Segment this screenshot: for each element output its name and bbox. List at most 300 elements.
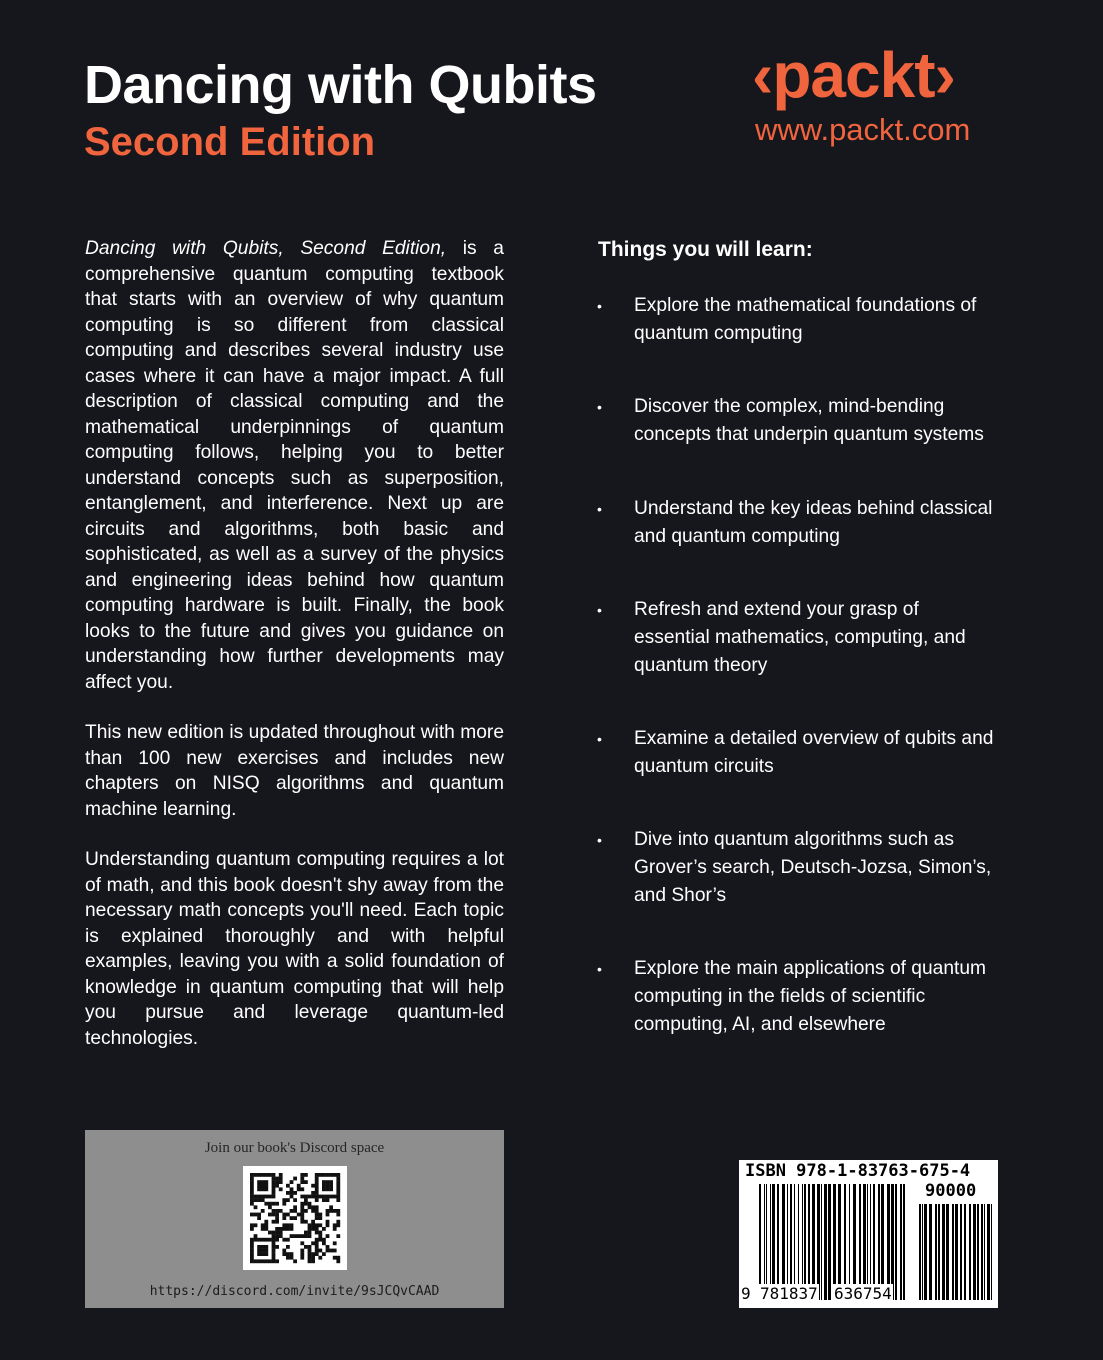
qr-module bbox=[286, 1238, 290, 1242]
barcode-bar bbox=[935, 1204, 937, 1300]
qr-module bbox=[279, 1227, 283, 1231]
qr-module bbox=[300, 1187, 304, 1191]
qr-module bbox=[272, 1173, 276, 1177]
barcode-bar bbox=[887, 1184, 890, 1300]
qr-module bbox=[322, 1238, 326, 1242]
qr-module bbox=[293, 1205, 297, 1209]
qr-module bbox=[286, 1184, 290, 1188]
qr-module bbox=[300, 1252, 304, 1256]
qr-module bbox=[329, 1173, 333, 1177]
qr-module bbox=[290, 1209, 294, 1213]
qr-module bbox=[315, 1223, 319, 1227]
bullet-icon: • bbox=[597, 298, 602, 314]
qr-module bbox=[336, 1198, 340, 1202]
barcode-bar bbox=[812, 1184, 815, 1300]
qr-module bbox=[290, 1216, 294, 1220]
qr-module bbox=[315, 1252, 319, 1256]
qr-module bbox=[264, 1187, 268, 1191]
qr-module bbox=[297, 1187, 301, 1191]
qr-module bbox=[272, 1256, 276, 1260]
qr-module bbox=[311, 1223, 315, 1227]
qr-module bbox=[329, 1187, 333, 1191]
qr-module bbox=[336, 1180, 340, 1184]
qr-module bbox=[261, 1180, 265, 1184]
qr-module bbox=[322, 1241, 326, 1245]
qr-module bbox=[326, 1198, 330, 1202]
qr-module bbox=[336, 1195, 340, 1199]
qr-module bbox=[315, 1249, 319, 1253]
barcode-bar bbox=[808, 1184, 810, 1300]
qr-module bbox=[290, 1187, 294, 1191]
qr-module bbox=[315, 1205, 319, 1209]
qr-module bbox=[286, 1223, 290, 1227]
qr-module bbox=[315, 1195, 319, 1199]
qr-module bbox=[318, 1238, 322, 1242]
qr-module bbox=[279, 1177, 283, 1181]
barcode-bar bbox=[929, 1204, 932, 1300]
qr-module bbox=[261, 1227, 265, 1231]
qr-module bbox=[286, 1198, 290, 1202]
qr-module bbox=[286, 1213, 290, 1217]
qr-module bbox=[257, 1238, 261, 1242]
qr-module bbox=[304, 1220, 308, 1224]
barcode-bar bbox=[942, 1204, 945, 1300]
bullet-icon: • bbox=[597, 961, 602, 977]
qr-module bbox=[311, 1241, 315, 1245]
barcode-bar bbox=[828, 1184, 831, 1300]
qr-module bbox=[333, 1249, 337, 1253]
qr-module bbox=[336, 1259, 340, 1263]
qr-module bbox=[293, 1259, 297, 1263]
qr-module bbox=[261, 1252, 265, 1256]
qr-module bbox=[336, 1213, 340, 1217]
qr-module bbox=[322, 1227, 326, 1231]
qr-module bbox=[254, 1238, 258, 1242]
qr-module bbox=[261, 1187, 265, 1191]
qr-module bbox=[275, 1220, 279, 1224]
qr-module bbox=[282, 1252, 286, 1256]
qr-module bbox=[311, 1209, 315, 1213]
learn-item-text: Examine a detailed overview of qubits and quantum circuits bbox=[634, 728, 994, 777]
qr-module bbox=[326, 1180, 330, 1184]
barcode-bar bbox=[960, 1204, 962, 1300]
qr-module bbox=[257, 1259, 261, 1263]
qr-module bbox=[272, 1231, 276, 1235]
qr-module bbox=[308, 1205, 312, 1209]
qr-module bbox=[318, 1195, 322, 1199]
qr-module bbox=[279, 1234, 283, 1238]
qr-module bbox=[326, 1195, 330, 1199]
qr-module bbox=[315, 1209, 319, 1213]
qr-module bbox=[264, 1227, 268, 1231]
isbn-addon-code: 90000 bbox=[925, 1181, 977, 1201]
qr-module bbox=[268, 1238, 272, 1242]
qr-module bbox=[333, 1209, 337, 1213]
learn-item-text: Refresh and extend your grasp of essential mathematics, computing, and quantum theory bbox=[634, 599, 966, 676]
learn-item-text: Dive into quantum algorithms such as Grover’s search, Deutsch-Jozsa, Simon’s, and Shor’s bbox=[634, 829, 992, 906]
qr-module bbox=[268, 1195, 272, 1199]
qr-code-graphic bbox=[243, 1166, 347, 1270]
qr-module bbox=[308, 1223, 312, 1227]
qr-module bbox=[304, 1245, 308, 1249]
qr-module bbox=[318, 1213, 322, 1217]
barcode-bar bbox=[969, 1204, 971, 1300]
qr-module bbox=[336, 1256, 340, 1260]
qr-module bbox=[300, 1241, 304, 1245]
edition-subtitle: Second Edition bbox=[84, 120, 376, 164]
barcode-bar bbox=[900, 1184, 902, 1300]
qr-module bbox=[300, 1256, 304, 1260]
qr-module bbox=[311, 1256, 315, 1260]
barcode-bar bbox=[973, 1204, 976, 1300]
qr-module bbox=[326, 1245, 330, 1249]
qr-module bbox=[304, 1231, 308, 1235]
barcode-bar bbox=[922, 1204, 923, 1300]
qr-module bbox=[257, 1180, 261, 1184]
qr-module bbox=[304, 1234, 308, 1238]
qr-module bbox=[318, 1216, 322, 1220]
qr-module bbox=[293, 1234, 297, 1238]
barcode-bar bbox=[770, 1184, 771, 1300]
qr-module bbox=[333, 1227, 337, 1231]
publisher-url: www.packt.com bbox=[755, 112, 971, 147]
qr-module bbox=[279, 1180, 283, 1184]
qr-module bbox=[286, 1245, 290, 1249]
barcode-bar bbox=[798, 1184, 799, 1300]
qr-module bbox=[315, 1227, 319, 1231]
qr-module bbox=[275, 1259, 279, 1263]
qr-module bbox=[290, 1180, 294, 1184]
qr-module bbox=[329, 1205, 333, 1209]
qr-module bbox=[268, 1259, 272, 1263]
qr-module bbox=[268, 1205, 272, 1209]
qr-module bbox=[254, 1205, 258, 1209]
barcode-bar bbox=[955, 1204, 958, 1300]
qr-module bbox=[254, 1234, 258, 1238]
learn-item bbox=[597, 955, 997, 1039]
qr-module bbox=[315, 1198, 319, 1202]
qr-module bbox=[308, 1259, 312, 1263]
barcode-bar bbox=[870, 1184, 871, 1300]
qr-module bbox=[311, 1205, 315, 1209]
qr-module bbox=[264, 1195, 268, 1199]
qr-module bbox=[250, 1177, 254, 1181]
qr-module bbox=[264, 1180, 268, 1184]
qr-module bbox=[336, 1173, 340, 1177]
packt-logo: ‹packt› bbox=[752, 39, 955, 111]
qr-module bbox=[336, 1187, 340, 1191]
qr-module bbox=[300, 1202, 304, 1206]
qr-module bbox=[318, 1173, 322, 1177]
qr-module bbox=[272, 1245, 276, 1249]
qr-module bbox=[308, 1202, 312, 1206]
qr-module bbox=[279, 1173, 283, 1177]
qr-module bbox=[264, 1249, 268, 1253]
qr-module bbox=[304, 1180, 308, 1184]
qr-module bbox=[286, 1191, 290, 1195]
barcode-bar bbox=[919, 1204, 921, 1300]
qr-module bbox=[275, 1234, 279, 1238]
barcode-bar bbox=[946, 1204, 949, 1300]
qr-module bbox=[275, 1216, 279, 1220]
qr-module bbox=[250, 1213, 254, 1217]
qr-module bbox=[282, 1249, 286, 1253]
qr-module bbox=[275, 1177, 279, 1181]
qr-module bbox=[322, 1252, 326, 1256]
qr-module bbox=[311, 1220, 315, 1224]
bullet-icon: • bbox=[597, 399, 602, 415]
qr-module bbox=[286, 1252, 290, 1256]
qr-module bbox=[322, 1173, 326, 1177]
qr-module bbox=[250, 1195, 254, 1199]
qr-module bbox=[275, 1231, 279, 1235]
qr-module bbox=[272, 1202, 276, 1206]
qr-module bbox=[300, 1234, 304, 1238]
qr-module bbox=[257, 1187, 261, 1191]
qr-module bbox=[272, 1241, 276, 1245]
book-title: Dancing with Qubits bbox=[84, 55, 597, 115]
qr-module bbox=[297, 1213, 301, 1217]
qr-module bbox=[250, 1180, 254, 1184]
barcode-bar bbox=[895, 1184, 897, 1300]
qr-module bbox=[250, 1259, 254, 1263]
learn-item bbox=[597, 596, 997, 680]
barcode-bar bbox=[824, 1184, 827, 1300]
qr-module bbox=[329, 1249, 333, 1253]
qr-module bbox=[268, 1231, 272, 1235]
qr-module bbox=[250, 1227, 254, 1231]
barcode-bar bbox=[859, 1184, 861, 1300]
qr-module bbox=[322, 1184, 326, 1188]
qr-module bbox=[250, 1245, 254, 1249]
qr-module bbox=[272, 1191, 276, 1195]
learn-item-text: Explore the mathematical foundations of quantum computing bbox=[634, 295, 977, 344]
qr-module bbox=[329, 1180, 333, 1184]
qr-module bbox=[261, 1184, 265, 1188]
qr-module bbox=[333, 1223, 337, 1227]
description-paragraph-1 bbox=[85, 236, 504, 695]
qr-code-icon[interactable] bbox=[243, 1166, 347, 1270]
qr-module bbox=[268, 1202, 272, 1206]
barcode-bar bbox=[873, 1184, 875, 1300]
qr-module bbox=[304, 1173, 308, 1177]
qr-module bbox=[311, 1184, 315, 1188]
qr-module bbox=[261, 1245, 265, 1249]
qr-module bbox=[250, 1187, 254, 1191]
qr-module bbox=[268, 1173, 272, 1177]
qr-module bbox=[261, 1249, 265, 1253]
qr-module bbox=[293, 1216, 297, 1220]
qr-module bbox=[272, 1259, 276, 1263]
bullet-icon: • bbox=[597, 602, 602, 618]
qr-module bbox=[282, 1202, 286, 1206]
barcode-bar bbox=[759, 1184, 761, 1300]
discord-url[interactable]: https://discord.com/invite/9sJCQvCAAD bbox=[149, 1284, 440, 1299]
qr-module bbox=[300, 1220, 304, 1224]
qr-module bbox=[290, 1191, 294, 1195]
qr-module bbox=[318, 1249, 322, 1253]
qr-module bbox=[257, 1216, 261, 1220]
qr-module bbox=[250, 1191, 254, 1195]
qr-module bbox=[318, 1234, 322, 1238]
barcode-bar bbox=[881, 1184, 884, 1300]
barcode-bar bbox=[790, 1184, 792, 1300]
description-paragraph-3: Understanding quantum computing requires a lot of math, and this book doesn't shy away from the necessary math concepts you'll need. Each topic is explained thoroughly and with helpful examples, leaving you with a solid foundation of knowledge in quantum computing that will help you pursue and leverage quantum-led technologies. bbox=[85, 849, 504, 1049]
qr-module bbox=[257, 1249, 261, 1253]
isbn-barcode-box bbox=[739, 1160, 998, 1308]
barcode-bar bbox=[782, 1184, 785, 1300]
barcode-bar bbox=[891, 1184, 894, 1300]
learn-item-text: Discover the complex, mind-bending concepts that underpin quantum systems bbox=[634, 396, 984, 445]
qr-module bbox=[264, 1238, 268, 1242]
learn-heading: Things you will learn: bbox=[598, 238, 813, 261]
barcode-bar bbox=[984, 1204, 985, 1300]
isbn-digit-first: 9 bbox=[741, 1284, 751, 1303]
bullet-icon: • bbox=[597, 501, 602, 517]
qr-module bbox=[261, 1209, 265, 1213]
barcode-bar bbox=[804, 1184, 806, 1300]
qr-module bbox=[268, 1213, 272, 1217]
discord-label: Join our book's Discord space bbox=[204, 1140, 385, 1156]
qr-module bbox=[300, 1173, 304, 1177]
qr-module bbox=[261, 1259, 265, 1263]
qr-module bbox=[326, 1187, 330, 1191]
qr-module bbox=[293, 1177, 297, 1181]
learn-list bbox=[597, 292, 997, 1039]
qr-module bbox=[308, 1231, 312, 1235]
qr-module bbox=[250, 1241, 254, 1245]
barcode-bar bbox=[787, 1184, 788, 1300]
qr-module bbox=[264, 1223, 268, 1227]
barcode-bar bbox=[772, 1184, 775, 1300]
qr-module bbox=[286, 1256, 290, 1260]
qr-module bbox=[290, 1252, 294, 1256]
qr-module bbox=[326, 1249, 330, 1253]
book-description bbox=[85, 236, 504, 1076]
qr-module bbox=[300, 1249, 304, 1253]
qr-module bbox=[275, 1238, 279, 1242]
qr-module bbox=[279, 1209, 283, 1213]
learn-item bbox=[597, 826, 997, 910]
qr-module bbox=[282, 1198, 286, 1202]
qr-module bbox=[290, 1195, 294, 1199]
barcode-bar bbox=[863, 1184, 866, 1300]
qr-module bbox=[300, 1205, 304, 1209]
qr-module bbox=[315, 1177, 319, 1181]
qr-module bbox=[336, 1220, 340, 1224]
qr-module bbox=[264, 1220, 268, 1224]
qr-module bbox=[308, 1245, 312, 1249]
qr-module bbox=[254, 1259, 258, 1263]
barcode-bar bbox=[867, 1184, 868, 1300]
learn-item-text: Explore the main applications of quantum computing in the fields of scientific computing, AI, and elsewhere bbox=[634, 958, 986, 1035]
qr-module bbox=[275, 1184, 279, 1188]
qr-module bbox=[315, 1213, 319, 1217]
qr-module bbox=[336, 1191, 340, 1195]
qr-module bbox=[275, 1245, 279, 1249]
qr-module bbox=[297, 1184, 301, 1188]
isbn-digits-left: 781837 bbox=[760, 1284, 818, 1303]
qr-module bbox=[282, 1223, 286, 1227]
qr-module bbox=[304, 1209, 308, 1213]
qr-module bbox=[261, 1198, 265, 1202]
barcode-bar bbox=[977, 1204, 979, 1300]
qr-module bbox=[261, 1238, 265, 1242]
qr-module bbox=[315, 1241, 319, 1245]
learn-item bbox=[597, 725, 997, 781]
qr-module bbox=[315, 1173, 319, 1177]
qr-module bbox=[293, 1191, 297, 1195]
qr-module bbox=[329, 1184, 333, 1188]
qr-module bbox=[250, 1238, 254, 1242]
qr-module bbox=[282, 1216, 286, 1220]
qr-module bbox=[257, 1245, 261, 1249]
qr-module bbox=[326, 1209, 330, 1213]
qr-module bbox=[315, 1184, 319, 1188]
qr-module bbox=[315, 1231, 319, 1235]
qr-module bbox=[272, 1238, 276, 1242]
qr-module bbox=[304, 1195, 308, 1199]
qr-module bbox=[254, 1223, 258, 1227]
qr-module bbox=[272, 1184, 276, 1188]
isbn-label: ISBN 978-1-83763-675-4 bbox=[745, 1161, 971, 1181]
qr-module bbox=[290, 1223, 294, 1227]
qr-module bbox=[272, 1249, 276, 1253]
barcode-bar bbox=[938, 1204, 940, 1300]
qr-module bbox=[286, 1227, 290, 1231]
barcode-bar bbox=[853, 1184, 856, 1300]
qr-module bbox=[336, 1209, 340, 1213]
qr-module bbox=[290, 1234, 294, 1238]
barcode-bar bbox=[844, 1184, 846, 1300]
qr-module bbox=[272, 1220, 276, 1224]
barcode-bar bbox=[766, 1184, 767, 1300]
isbn-digits-right: 636754 bbox=[834, 1284, 892, 1303]
barcode-bar bbox=[991, 1204, 992, 1300]
qr-module bbox=[304, 1198, 308, 1202]
qr-module bbox=[290, 1256, 294, 1260]
barcode-bar bbox=[794, 1184, 795, 1300]
learn-item-text: Understand the key ideas behind classical and quantum computing bbox=[634, 498, 993, 547]
qr-module bbox=[264, 1245, 268, 1249]
qr-module bbox=[322, 1187, 326, 1191]
qr-module bbox=[257, 1173, 261, 1177]
qr-module bbox=[315, 1238, 319, 1242]
qr-module bbox=[282, 1227, 286, 1231]
barcode-bar bbox=[821, 1184, 822, 1300]
barcode-bar bbox=[924, 1204, 927, 1300]
qr-module bbox=[275, 1227, 279, 1231]
barcode-bar bbox=[777, 1184, 779, 1300]
qr-module bbox=[311, 1252, 315, 1256]
qr-module bbox=[257, 1195, 261, 1199]
qr-module bbox=[308, 1249, 312, 1253]
qr-module bbox=[282, 1213, 286, 1217]
qr-module bbox=[333, 1173, 337, 1177]
qr-module bbox=[297, 1234, 301, 1238]
qr-module bbox=[254, 1198, 258, 1202]
qr-module bbox=[275, 1209, 279, 1213]
bullet-icon: • bbox=[597, 731, 602, 747]
qr-module bbox=[326, 1220, 330, 1224]
qr-module bbox=[264, 1202, 268, 1206]
barcode-bar bbox=[964, 1204, 966, 1300]
qr-module bbox=[272, 1252, 276, 1256]
qr-module bbox=[300, 1213, 304, 1217]
qr-module bbox=[290, 1227, 294, 1231]
qr-module bbox=[308, 1252, 312, 1256]
qr-module bbox=[257, 1184, 261, 1188]
